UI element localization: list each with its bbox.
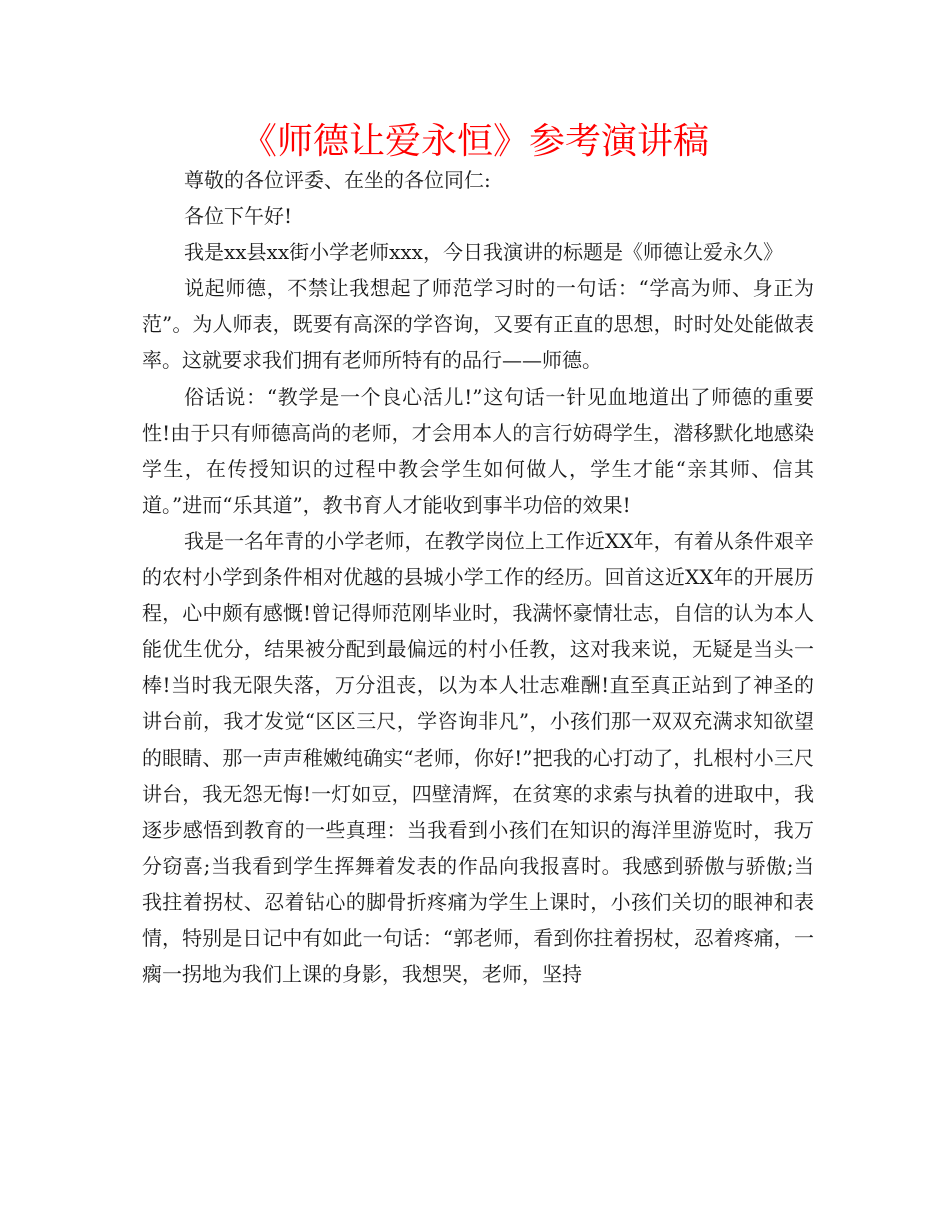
body-paragraph: 我是一名年青的小学老师，在教学岗位上工作近XX年，有着从条件艰辛的农村小学到条件相对优越的县城小学工作的经历。回首这近XX年的开展历程，心中颇有感慨!曾记得师范刚毕业时，我满怀豪情壮志，自信的认为本人能优生优分，结果被分配到最偏远的村小任教，这对我来说，无疑是当头一棒!当时我无限失落，万分沮丧，以为本人壮志难酬!直至真正站到了神圣的讲台前，我才发觉“区区三尺，学咨询非凡”，小孩们那一双双充满求知欲望的眼睛、那一声声稚嫩纯确实“老师，你好!”把我的心打动了，扎根村小三尺讲台，我无怨无悔!一灯如豆，四壁清辉，在贫寒的求索与执着的进取中，我逐步感悟到教育的一些真理：当我看到小孩们在知识的海洋里游览时，我万分窃喜;当我看到学生挥舞着发表的作品向我报喜时。我感到骄傲与骄傲;当我拄着拐杖、忍着钻心的脚骨折疼痛为学生上课时，小孩们关切的眼神和表情，特别是日记中有如此一句话：“郭老师，看到你拄着拐杖，忍着疼痛，一瘸一拐地为我们上课的身影，我想哭，老师，坚持	[142, 528, 814, 987]
body-paragraph: 说起师德，不禁让我想起了师范学习时的一句话：“学高为师、身正为范”。为人师表，既要有高深的学咨询，又要有正直的思想，时时处处能做表率。这就要求我们拥有老师所特有的品行——师德。	[142, 276, 814, 373]
document-body	[142, 162, 814, 992]
body-paragraph: 俗话说：“教学是一个良心活儿!”这句话一针见血地道出了师德的重要性!由于只有师德高尚的老师，才会用本人的言行妨碍学生，潜移默化地感染学生，在传授知识的过程中教会学生如何做人，学生才能“亲其师、信其道。”进而“乐其道”，教书育人才能收到事半功倍的效果!	[142, 384, 814, 517]
document-title: 《师德让爱永恒》参考演讲稿	[240, 121, 709, 162]
greeting-paragraph: 各位下午好!	[184, 204, 293, 229]
intro-paragraph: 我是xx县xx街小学老师xxx，今日我演讲的标题是《师德让爱永久》	[184, 240, 783, 265]
salutation-paragraph: 尊敬的各位评委、在坐的各位同仁:	[184, 168, 491, 192]
